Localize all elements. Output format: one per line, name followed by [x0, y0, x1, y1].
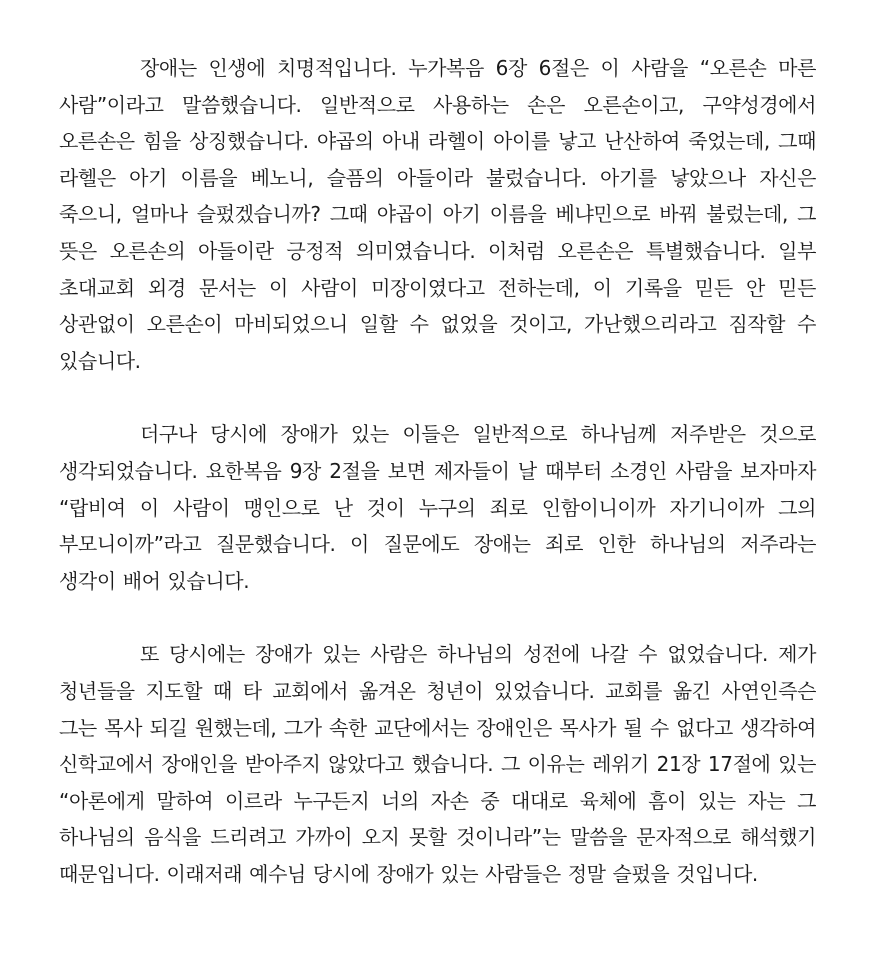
- paragraph-2: 더구나 당시에 장애가 있는 이들은 일반적으로 하나님께 저주받은 것으로 생각되었습니다. 요한복음 9장 2절을 보면 제자들이 날 때부터 소경인 사람을 보자마자 “랍비여 이 사람이 맹인으로 난 것이 누구의 죄로 인함이니이까 자기니이까 그의 부모니이까”라고 질문했습니다. 이 질문에도 장애는 죄로 인한 하나님의 저주라는 생각이 배어 있습니다.: [59, 422, 816, 593]
- document-page: [59, 50, 816, 892]
- paragraph-1: 장애는 인생에 치명적입니다. 누가복음 6장 6절은 이 사람을 “오른손 마른 사람”이라고 말씀했습니다. 일반적으로 사용하는 손은 오른손이고, 구약성경에서 오른손은 힘을 상징했습니다. 야곱의 아내 라헬이 아이를 낳고 난산하여 죽었는데, 그때 라헬은 아기 이름을 베노니, 슬픔의 아들이라 불렀습니다. 아기를 낳았으나 자신은 죽으니, 얼마나 슬펐겠습니까? 그때 야곱이 아기 이름을 베냐민으로 바꿔 불렀는데, 그 뜻은 오른손의 아들이란 긍정적 의미였습니다. 이처럼 오른손은 특별했습니다. 일부 초대교회 외경 문서는 이 사람이 미장이였다고 전하는데, 이 기록을 믿든 안 믿든 상관없이 오른손이 마비되었으니 일할 수 없었을 것이고, 가난했으리라고 짐작할 수 있습니다.: [59, 56, 816, 373]
- paragraph-3: 또 당시에는 장애가 있는 사람은 하나님의 성전에 나갈 수 없었습니다. 제가 청년들을 지도할 때 타 교회에서 옮겨온 청년이 있었습니다. 교회를 옮긴 사연인즉슨 그는 목사 되길 원했는데, 그가 속한 교단에서는 장애인은 목사가 될 수 없다고 생각하여 신학교에서 장애인을 받아주지 않았다고 했습니다. 그 이유는 레위기 21장 17절에 있는 “아론에게 말하여 이르라 누구든지 너의 자손 중 대대로 육체에 흠이 있는 자는 그 하나님의 음식을 드리려고 가까이 오지 못할 것이니라”는 말씀을 문자적으로 해석했기 때문입니다. 이래저래 예수님 당시에 장애가 있는 사람들은 정말 슬펐을 것입니다.: [59, 642, 816, 886]
